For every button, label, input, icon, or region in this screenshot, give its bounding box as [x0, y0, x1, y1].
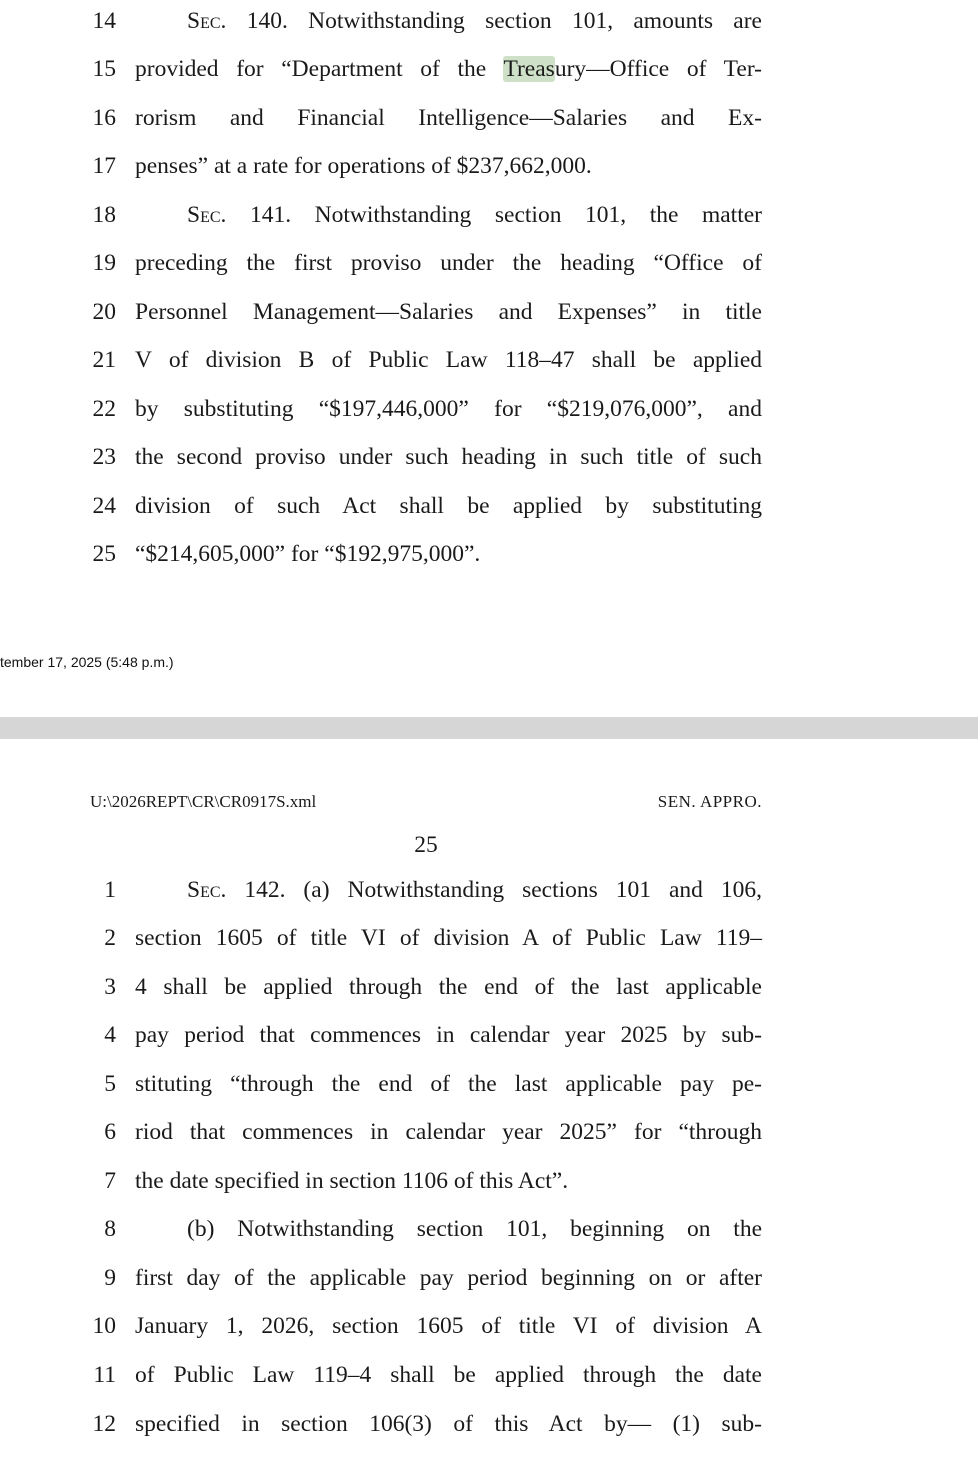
text-line [0, 486, 978, 526]
line-text: Personnel Management—Salaries and Expenses” in title [135, 299, 762, 325]
line-number: 11 [93, 1362, 116, 1388]
text-line [0, 1404, 978, 1444]
text-line [0, 967, 978, 1007]
line-text: first day of the applicable pay period beginning on or after [135, 1265, 762, 1291]
line-text: section 1605 of title VI of division A of Public Law 119– [135, 925, 762, 951]
text-line [0, 534, 978, 574]
line-number: 9 [104, 1265, 116, 1291]
line-number: 3 [104, 974, 116, 1000]
line-text: specified in section 106(3) of this Act by— (1) sub- [135, 1411, 762, 1437]
line-text: Sec. 140. Notwithstanding section 101, amounts are [187, 8, 762, 34]
line-number: 14 [92, 8, 116, 34]
text-line [0, 1258, 978, 1298]
line-text: “$214,605,000” for “$192,975,000”. [135, 541, 481, 567]
text-line [0, 1209, 978, 1249]
line-number: 19 [92, 250, 116, 276]
line-text: preceding the first proviso under the heading “Office of [135, 250, 762, 276]
line-text: January 1, 2026, section 1605 of title VI of division A [135, 1313, 762, 1339]
line-text: division of such Act shall be applied by substituting [135, 493, 762, 519]
text-line [0, 870, 978, 910]
text-line [0, 292, 978, 332]
text-line [0, 146, 978, 186]
line-number: 6 [104, 1119, 116, 1145]
section-prefix: Sec. [187, 8, 227, 34]
text-line [0, 195, 978, 235]
line-text: rorism and Financial Intelligence—Salaries and Ex- [135, 105, 762, 131]
committee-header: SEN. APPRO. [657, 792, 762, 811]
text-line [0, 1, 978, 41]
page-separator [0, 717, 978, 739]
section-prefix: Sec. [187, 877, 227, 903]
line-number: 7 [104, 1168, 116, 1194]
line-text: by substituting “$197,446,000” for “$219,076,000”, and [135, 396, 762, 422]
line-text: pay period that commences in calendar year 2025 by sub- [135, 1022, 762, 1048]
line-text: V of division B of Public Law 118–47 shall be applied [135, 347, 762, 373]
line-number: 24 [92, 493, 116, 519]
text-line [0, 1306, 978, 1346]
line-number: 18 [92, 202, 116, 228]
line-text: stituting “through the end of the last applicable pay pe- [135, 1071, 762, 1097]
search-highlight[interactable]: Treas [503, 56, 555, 82]
text-line [0, 389, 978, 429]
line-text: 4 shall be applied through the end of the last applicable [135, 974, 762, 1000]
file-path-header: U:\2026REPT\CR\CR0917S.xml [90, 792, 317, 811]
line-text: Sec. 142. (a) Notwithstanding sections 101 and 106, [187, 877, 762, 903]
line-number: 22 [92, 396, 116, 422]
line-text: penses” at a rate for operations of $237,662,000. [135, 153, 592, 179]
line-number: 15 [92, 56, 116, 82]
line-number: 2 [104, 925, 116, 951]
text-line [0, 1112, 978, 1152]
text-line [0, 1015, 978, 1055]
line-number: 25 [92, 541, 116, 567]
line-number: 20 [92, 299, 116, 325]
section-prefix: Sec. [187, 202, 227, 228]
line-number: 8 [104, 1216, 116, 1242]
line-number: 23 [92, 444, 116, 470]
text-line [0, 1355, 978, 1395]
line-number: 12 [92, 1411, 116, 1437]
line-text: riod that commences in calendar year 2025” for “through [135, 1119, 762, 1145]
footer-date: tember 17, 2025 (5:48 p.m.) [0, 654, 174, 670]
line-number: 17 [92, 153, 116, 179]
line-number: 4 [104, 1022, 116, 1048]
line-number: 21 [92, 347, 116, 373]
page-number: 25 [414, 832, 438, 858]
text-line [0, 918, 978, 958]
line-text: provided for “Department of the Treasury—Office of Ter- [135, 56, 763, 82]
text-line [0, 340, 978, 380]
line-number: 10 [92, 1313, 116, 1339]
text-line [0, 98, 978, 138]
line-text: Sec. 141. Notwithstanding section 101, the matter [187, 202, 762, 228]
line-number: 16 [92, 105, 116, 131]
line-number: 5 [104, 1071, 116, 1097]
text-line [0, 1064, 978, 1104]
line-text: (b) Notwithstanding section 101, beginning on the [187, 1216, 762, 1242]
text-line [0, 243, 978, 283]
line-number: 1 [104, 877, 116, 903]
line-text: the second proviso under such heading in such title of such [135, 444, 762, 470]
text-line [0, 49, 978, 89]
line-text: of Public Law 119–4 shall be applied through the date [135, 1362, 762, 1388]
text-line [0, 1161, 978, 1201]
text-line [0, 437, 978, 477]
line-text: the date specified in section 1106 of this Act”. [135, 1168, 569, 1194]
